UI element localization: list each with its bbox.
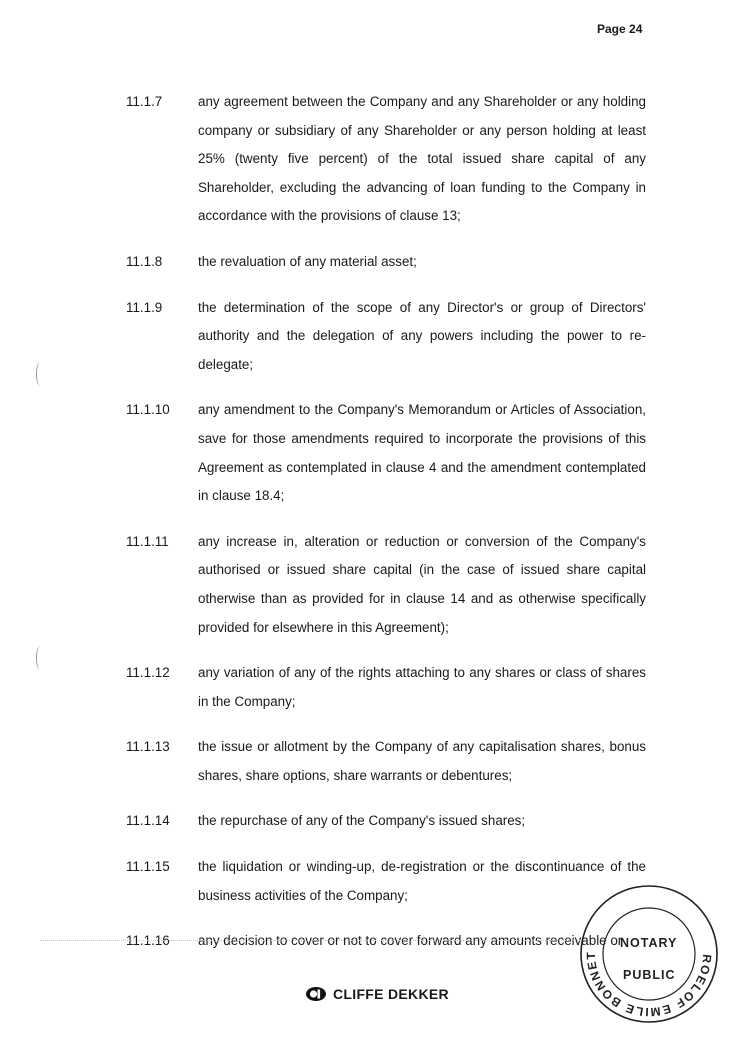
clause-item: [126, 853, 646, 910]
footer-logo: [305, 986, 449, 1002]
clause-item: [126, 88, 646, 231]
clause-number: 11.1.7: [126, 94, 163, 109]
clause-text: the issue or allotment by the Company of any capitalisation shares, bonus shares, share options, share warrants or debentures;: [198, 739, 646, 783]
clause-list: [126, 88, 646, 973]
clause-number: 11.1.14: [126, 813, 170, 829]
seal-ring-icon: [578, 884, 720, 1024]
scan-margin-mark: [36, 362, 44, 386]
clause-number: 11.1.11: [126, 533, 169, 549]
clause-text: the repurchase of any of the Company's issued shares;: [198, 813, 526, 829]
clause-item: [126, 659, 646, 716]
notary-seal: [578, 884, 720, 1024]
seal-ring-text: ROELOF EMILE BONNET: [583, 950, 715, 1020]
firm-name: CLIFFE DEKKER: [333, 986, 449, 1002]
clause-text: the liquidation or winding-up, de-registration or the discontinuance of the business activities of the Company;: [198, 859, 646, 903]
seal-line-public: PUBLIC: [623, 968, 676, 982]
clause-item: [126, 807, 646, 836]
page-number: Page 24: [597, 22, 643, 36]
clause-text: any variation of any of the rights attaching to any shares or class of shares in the Company;: [198, 665, 646, 709]
scan-line-artifact: [40, 940, 580, 941]
clause-text: any agreement between the Company and any Shareholder or any holding company or subsidiary of any Shareholder or any person holding at least 25% (twenty five percent) of the total issued share capital of any Shareholder, excluding the advancing of loan funding to the Company in accordance with the provisions of clause 13;: [198, 94, 646, 224]
clause-number: 11.1.15: [126, 859, 170, 875]
clause-text: the revaluation of any material asset;: [198, 253, 417, 269]
clause-item: [126, 733, 646, 790]
clause-item: [126, 248, 646, 277]
clause-text: any amendment to the Company's Memorandum or Articles of Association, save for those amendments required to incorporate the provisions of this Agreement as contemplated in clause 4 and the amendment contemplated in clause 18.4;: [198, 402, 646, 504]
clause-number: 11.1.10: [126, 402, 170, 418]
clause-item: [126, 927, 646, 956]
clause-text: any decision to cover or not to cover forward any amounts receivable or: [198, 933, 623, 949]
clause-text: the determination of the scope of any Director's or group of Directors' authority and the delegation of any powers including the power to re-delegate;: [198, 299, 646, 372]
clause-item: [126, 294, 646, 380]
scan-margin-mark: [36, 646, 44, 670]
clause-number: 11.1.12: [126, 665, 170, 681]
clause-number: 11.1.8: [126, 253, 163, 269]
clause-item: [126, 528, 646, 642]
clause-number: 11.1.13: [126, 739, 170, 755]
clause-number: 11.1.9: [126, 299, 163, 315]
cliffe-dekker-logo-icon: [305, 986, 327, 1002]
clause-text: any increase in, alteration or reduction or conversion of the Company's authorised or issued share capital (in the case of issued share capital otherwise than as provided for in clause 14 and as otherwise specifically provided for elsewhere in this Agreement);: [198, 533, 646, 635]
clause-item: [126, 396, 646, 510]
clause-number: 11.1.16: [126, 933, 170, 949]
seal-line-notary: NOTARY: [620, 936, 678, 950]
